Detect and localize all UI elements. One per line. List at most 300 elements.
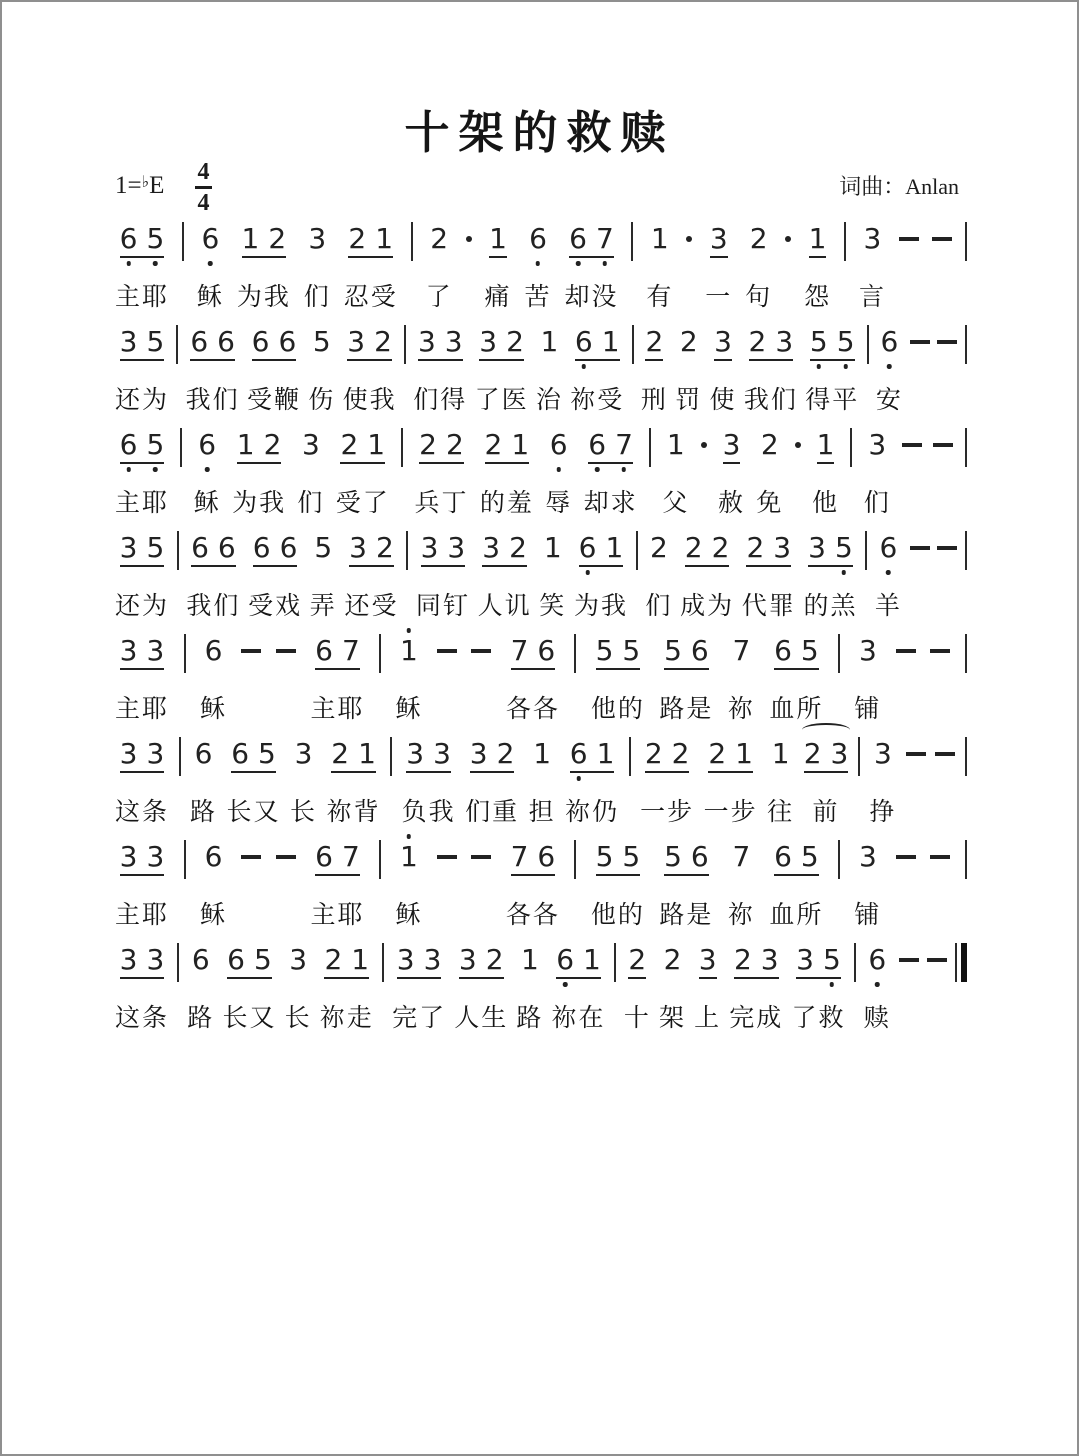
lyric-syllable: 血所 xyxy=(769,694,824,723)
note-digit: 1 xyxy=(605,531,624,564)
note-digit: 1 xyxy=(236,428,255,461)
note-digits xyxy=(315,634,360,670)
note-area xyxy=(390,737,392,785)
note-group xyxy=(115,531,169,618)
dash-mark xyxy=(910,546,930,550)
note-group xyxy=(327,737,381,824)
note-area xyxy=(850,428,852,476)
lyric-syllable: 担 xyxy=(528,797,556,826)
note-group xyxy=(480,428,534,515)
note-area xyxy=(205,840,223,888)
note-digit: 6 xyxy=(588,428,607,461)
note-digits xyxy=(348,222,393,258)
note-digit: 2 xyxy=(628,943,647,976)
note-digit: 6 xyxy=(578,531,597,564)
note-digits xyxy=(817,428,835,464)
note-digits xyxy=(120,428,165,464)
note-digits xyxy=(708,737,753,773)
dash-mark xyxy=(437,649,457,653)
note-digits xyxy=(308,222,326,255)
note-area xyxy=(544,531,562,579)
lyric-syllable: 句 xyxy=(745,282,773,311)
note-digits xyxy=(864,222,882,255)
time-signature xyxy=(195,160,212,215)
music-system xyxy=(115,737,967,840)
note-area xyxy=(965,222,967,270)
lyric-syllable: 稣 xyxy=(199,694,227,723)
note-digit: 7 xyxy=(341,840,360,873)
note-digit: 3 xyxy=(406,737,425,770)
note-digit: 1 xyxy=(583,943,601,976)
note-area xyxy=(340,428,385,476)
duration-dash xyxy=(241,840,261,927)
duration-dash xyxy=(276,840,296,927)
duration-dash xyxy=(437,634,457,721)
note-area xyxy=(184,634,186,682)
barline xyxy=(179,737,181,824)
note-digit: 7 xyxy=(615,428,633,461)
lyric-syllable: 受鞭 xyxy=(246,385,301,414)
dash-mark xyxy=(927,958,947,962)
lyric-syllable: 苦 xyxy=(524,282,552,311)
note-digit: 5 xyxy=(258,737,276,770)
lyric-syllable: 却求 xyxy=(583,488,638,517)
note-area xyxy=(195,737,213,785)
barline-mark xyxy=(404,325,406,364)
barline-mark xyxy=(858,737,860,776)
note-digits xyxy=(120,840,165,876)
note-group xyxy=(565,737,619,824)
note-area xyxy=(315,634,360,682)
note-area xyxy=(574,840,576,888)
barline xyxy=(838,634,840,721)
lyric-syllable: 还受 xyxy=(344,591,399,620)
duration-dash xyxy=(896,634,916,721)
note-group xyxy=(645,531,672,618)
note-area xyxy=(935,737,955,785)
note-area xyxy=(902,428,922,476)
note-group xyxy=(426,222,453,309)
note-digits xyxy=(120,634,165,670)
note-area xyxy=(867,325,869,373)
note-area xyxy=(466,222,472,270)
barline-mark xyxy=(574,840,576,879)
lyric-syllable: 路 xyxy=(187,1003,215,1032)
music-system xyxy=(115,531,967,634)
lyric-syllable: 治 xyxy=(535,385,563,414)
lyric-syllable: 祢走 xyxy=(319,1003,374,1032)
note-area xyxy=(470,737,515,785)
note-group xyxy=(227,737,281,824)
dash-mark xyxy=(437,855,457,859)
barline xyxy=(184,840,186,927)
note-digits xyxy=(710,222,728,258)
note-digit: 1 xyxy=(808,222,827,255)
lyric-syllable: 主耶 xyxy=(310,694,365,723)
note-digit: 3 xyxy=(119,531,138,564)
dash-mark xyxy=(276,855,296,859)
note-digit: 3 xyxy=(396,943,415,976)
note-digits xyxy=(879,531,897,564)
note-group xyxy=(728,634,755,721)
final-thin-bar xyxy=(955,943,957,982)
note-digits xyxy=(588,428,633,464)
lyric-syllable: 伤 xyxy=(308,385,336,414)
note-digit: 3 xyxy=(433,737,451,770)
note-area xyxy=(808,531,853,579)
note-area xyxy=(237,428,282,476)
note-digits xyxy=(120,325,165,361)
lyric-syllable: 人生 xyxy=(454,1003,509,1032)
note-group xyxy=(756,428,783,515)
note-group xyxy=(536,325,563,412)
lyric-syllable: 各各 xyxy=(505,900,560,929)
note-group xyxy=(416,531,470,618)
note-area xyxy=(645,325,663,373)
note-digit: 3 xyxy=(722,428,741,461)
note-area xyxy=(838,840,840,888)
note-digit: 6 xyxy=(574,325,593,358)
note-group xyxy=(876,325,903,412)
note-group xyxy=(552,943,606,1030)
note-digit: 3 xyxy=(146,943,165,976)
lyric-syllable: 铺 xyxy=(854,694,882,723)
note-area xyxy=(749,325,794,373)
note-digit: 2 xyxy=(644,737,663,770)
system-row xyxy=(115,634,967,721)
note-group xyxy=(710,325,737,412)
note-digit: 2 xyxy=(485,943,504,976)
note-digit: 3 xyxy=(302,428,320,461)
note-digits xyxy=(732,634,750,667)
note-digit: 1 xyxy=(489,222,507,255)
lyric-syllable: 一步 xyxy=(640,797,695,826)
lyric-syllable: 挣 xyxy=(869,797,897,826)
lyric-syllable: 路是 xyxy=(659,694,714,723)
composer-credit: 词曲：Anlan xyxy=(839,174,959,199)
note-area xyxy=(614,943,616,991)
note-area xyxy=(761,428,779,476)
lyric-syllable: 忍受 xyxy=(343,282,398,311)
barline-mark xyxy=(379,634,381,673)
note-group xyxy=(646,222,673,309)
lyric-syllable: 长又 xyxy=(222,1003,277,1032)
lyric-syllable: 为我 xyxy=(232,488,287,517)
lyric-syllable: 路 xyxy=(516,1003,544,1032)
lyric-syllable: 们 xyxy=(645,591,673,620)
note-digit: 5 xyxy=(595,840,614,873)
note-area xyxy=(556,943,601,991)
duration-dash xyxy=(932,222,952,309)
note-digits xyxy=(664,840,709,876)
note-digits xyxy=(324,943,369,979)
lyric-syllable: 铺 xyxy=(854,900,882,929)
note-digits xyxy=(120,943,165,979)
note-digits xyxy=(541,325,559,358)
lyric-syllable: 们 xyxy=(303,282,331,311)
note-digit: 5 xyxy=(312,325,331,358)
note-group xyxy=(115,943,169,1030)
note-area xyxy=(874,737,892,785)
duration-dash xyxy=(930,634,950,721)
note-digit: 5 xyxy=(800,840,819,873)
note-digits xyxy=(575,325,620,361)
barline-mark xyxy=(965,222,967,261)
note-digit: 3 xyxy=(709,222,728,255)
note-area xyxy=(937,531,957,579)
note-area xyxy=(796,943,841,991)
note-digit: 6 xyxy=(278,325,297,358)
barline-mark xyxy=(390,737,392,776)
note-digit: 2 xyxy=(340,428,359,461)
barline xyxy=(858,737,860,824)
note-group xyxy=(745,222,772,309)
final-thick-bar xyxy=(961,943,967,982)
note-digits xyxy=(645,737,690,773)
note-area xyxy=(511,634,556,682)
note-digits xyxy=(421,531,466,567)
barline-mark xyxy=(632,325,634,364)
note-digits xyxy=(796,943,841,979)
note-digits xyxy=(470,737,515,773)
note-area xyxy=(858,737,860,785)
dash-mark xyxy=(935,752,955,756)
note-digit: 3 xyxy=(868,428,887,461)
barline xyxy=(411,222,413,309)
barline-mark xyxy=(184,840,186,879)
lyric-syllable: 了 xyxy=(425,282,453,311)
barline xyxy=(574,634,576,721)
duration-dash xyxy=(937,531,957,618)
note-digits xyxy=(750,222,768,255)
note-digit: 6 xyxy=(537,840,556,873)
lyric-syllable: 有 xyxy=(646,282,674,311)
barline xyxy=(965,737,967,824)
lyric-syllable: 血所 xyxy=(769,900,824,929)
note-digits xyxy=(664,943,682,976)
lyric-syllable: 赦 xyxy=(717,488,745,517)
music-systems xyxy=(115,222,967,1046)
note-group xyxy=(320,943,374,1030)
note-digit: 6 xyxy=(194,737,213,770)
note-area xyxy=(910,325,930,373)
dash-mark xyxy=(937,340,957,344)
barline xyxy=(867,325,869,412)
note-group xyxy=(343,325,397,412)
note-area xyxy=(430,222,448,270)
note-group xyxy=(237,222,291,309)
note-digits xyxy=(242,222,287,258)
barline-mark xyxy=(867,325,869,364)
lyric-syllable: 往 xyxy=(767,797,795,826)
lyric-syllable: 了救 xyxy=(791,1003,846,1032)
barline-mark xyxy=(184,634,186,673)
dash-mark xyxy=(471,649,491,653)
note-digits xyxy=(227,943,272,979)
note-digit: 3 xyxy=(119,737,138,770)
barline xyxy=(865,531,867,618)
note-area xyxy=(419,428,464,476)
note-digits xyxy=(120,737,165,773)
note-digit: 3 xyxy=(830,737,849,770)
note-group xyxy=(290,737,317,824)
note-digit: 3 xyxy=(417,325,436,358)
barline xyxy=(180,428,182,515)
barline-mark xyxy=(182,222,184,261)
barline-mark xyxy=(965,737,967,776)
lyric-syllable: 我们 xyxy=(743,385,798,414)
note-digits xyxy=(809,222,827,258)
note-area xyxy=(471,840,491,888)
lyric-syllable: 主耶 xyxy=(115,282,170,311)
note-group xyxy=(304,222,331,309)
note-area xyxy=(511,840,556,888)
barline xyxy=(838,840,840,927)
note-digits xyxy=(252,325,297,361)
note-area xyxy=(734,943,779,991)
barline xyxy=(850,428,852,515)
note-digits xyxy=(198,428,216,461)
note-digit: 2 xyxy=(663,943,682,976)
note-digit: 1 xyxy=(241,222,260,255)
note-group xyxy=(506,840,560,927)
barline-mark xyxy=(406,531,408,570)
note-group xyxy=(705,222,732,309)
note-digit: 3 xyxy=(469,737,488,770)
note-digit: 1 xyxy=(771,737,790,770)
note-area xyxy=(191,531,236,579)
dash-mark xyxy=(899,958,919,962)
note-digits xyxy=(485,428,530,464)
augmentation-dot xyxy=(785,222,791,309)
note-digit: 5 xyxy=(822,943,841,976)
barline xyxy=(632,325,634,412)
lyric-syllable: 羊 xyxy=(874,591,902,620)
note-digit: 6 xyxy=(217,325,235,358)
note-digit: 6 xyxy=(569,737,588,770)
note-area xyxy=(809,222,827,270)
system-row xyxy=(115,428,967,515)
note-digits xyxy=(868,943,886,976)
note-digit: 1 xyxy=(351,943,370,976)
system-row xyxy=(115,943,967,1030)
duration-dash xyxy=(937,325,957,412)
note-area xyxy=(588,428,633,476)
barline-mark xyxy=(965,531,967,570)
note-digits xyxy=(120,531,165,567)
note-group xyxy=(704,737,758,824)
note-area xyxy=(746,531,791,579)
note-digit: 6 xyxy=(279,531,298,564)
note-digit: 1 xyxy=(735,737,753,770)
barline-mark xyxy=(177,531,179,570)
time-signature-denominator: 4 xyxy=(197,190,210,216)
lyric-syllable: 主耶 xyxy=(115,694,170,723)
note-digits xyxy=(699,943,717,979)
note-area xyxy=(880,325,898,373)
note-digit: 1 xyxy=(511,428,530,461)
note-area xyxy=(844,222,846,270)
lyric-syllable: 他的 xyxy=(590,694,645,723)
final-barline xyxy=(955,943,967,1030)
lyric-syllable: 罚 xyxy=(675,385,703,414)
barline-mark xyxy=(636,531,638,570)
note-area xyxy=(896,634,916,682)
note-digits xyxy=(808,531,853,567)
note-digits xyxy=(680,325,698,358)
note-digits xyxy=(804,737,849,773)
note-area xyxy=(899,943,919,991)
note-area xyxy=(348,222,393,270)
lyric-syllable: 上 xyxy=(694,1003,722,1032)
note-digits xyxy=(340,428,385,464)
note-group xyxy=(574,531,628,618)
duration-dash xyxy=(910,531,930,618)
note-area xyxy=(485,428,530,476)
note-area xyxy=(859,634,877,682)
note-digit: 3 xyxy=(458,943,477,976)
note-digit: 6 xyxy=(204,840,223,873)
note-area xyxy=(596,840,641,888)
note-digits xyxy=(397,943,442,979)
lyric-syllable: 言 xyxy=(858,282,886,311)
note-area xyxy=(201,222,219,270)
note-digit: 6 xyxy=(774,840,792,873)
note-area xyxy=(400,634,418,682)
note-area xyxy=(521,943,539,991)
music-system xyxy=(115,943,967,1046)
augmentation-dot xyxy=(686,222,692,309)
lyric-syllable: 们得 xyxy=(413,385,468,414)
note-area xyxy=(437,840,457,888)
note-area xyxy=(955,943,967,991)
barline-mark xyxy=(382,943,384,982)
note-area xyxy=(120,531,165,579)
note-digit: 3 xyxy=(119,840,138,873)
note-digit: 1 xyxy=(666,428,685,461)
note-digits xyxy=(685,531,730,567)
note-digits xyxy=(418,325,463,361)
barline-mark xyxy=(850,428,852,467)
note-group xyxy=(345,531,399,618)
note-digit: 2 xyxy=(324,943,343,976)
key-note: E xyxy=(149,172,165,199)
note-area xyxy=(489,222,507,270)
note-digit: 2 xyxy=(711,531,730,564)
note-digit: 7 xyxy=(341,634,360,667)
music-system xyxy=(115,428,967,531)
duration-dash xyxy=(241,634,261,721)
note-digits xyxy=(205,634,223,667)
note-area xyxy=(120,325,165,373)
note-area xyxy=(865,531,867,579)
lyric-syllable: 笑 xyxy=(539,591,567,620)
lyric-syllable: 稣 xyxy=(193,488,221,517)
barline xyxy=(406,531,408,618)
note-digits xyxy=(314,531,332,564)
note-area xyxy=(120,840,165,888)
music-system xyxy=(115,222,967,325)
note-digit: 1 xyxy=(367,428,386,461)
note-area xyxy=(397,943,442,991)
note-digit: 2 xyxy=(733,943,752,976)
lyric-syllable: 长 xyxy=(290,797,318,826)
note-group xyxy=(475,325,529,412)
duration-dash xyxy=(471,634,491,721)
dot-mark xyxy=(466,236,472,242)
note-digits xyxy=(349,531,394,567)
note-area xyxy=(927,943,947,991)
